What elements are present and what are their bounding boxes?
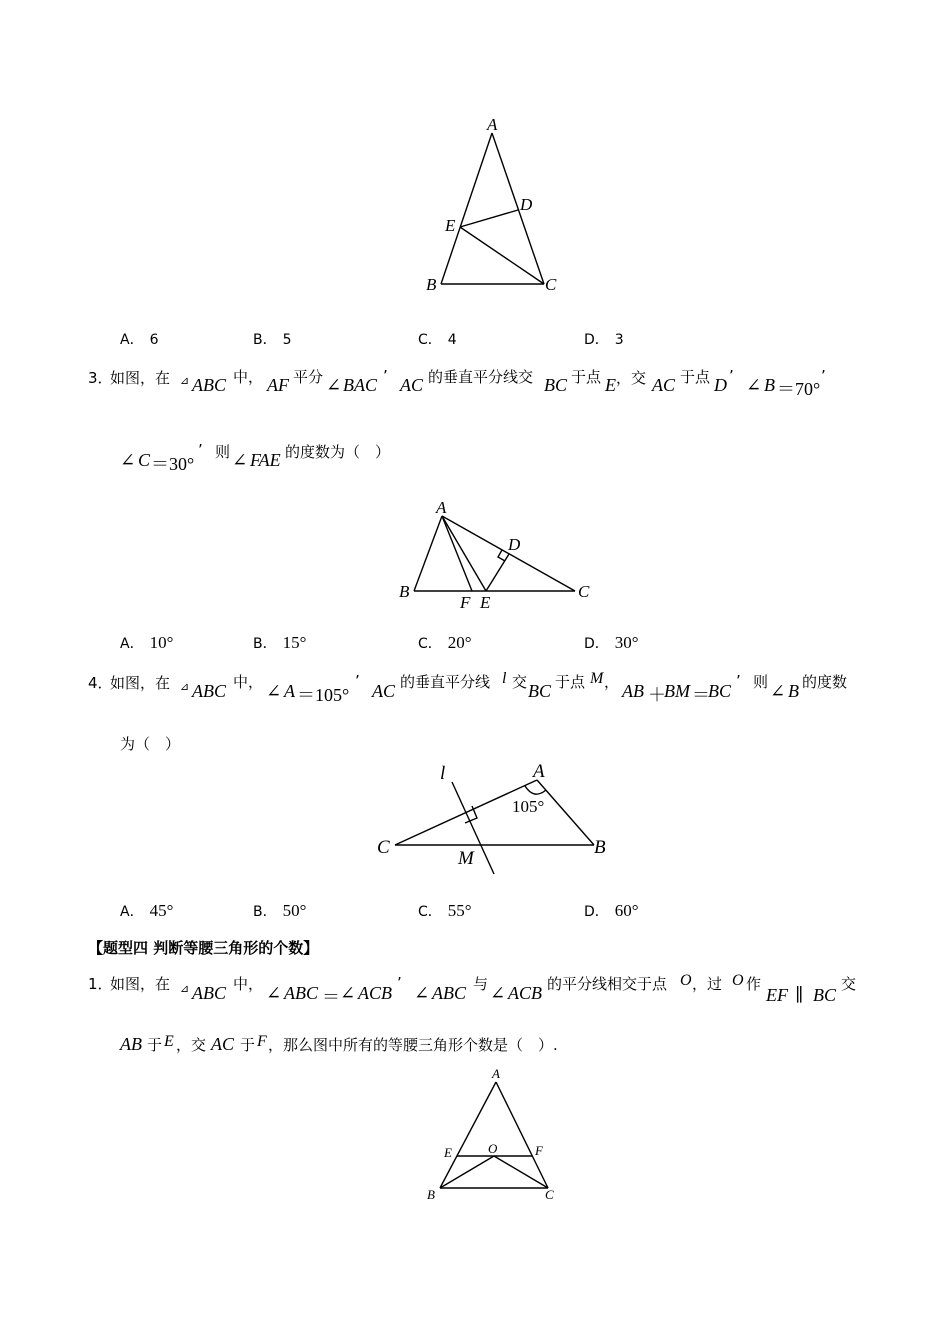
s4q1-text: 如图，在 bbox=[110, 975, 171, 993]
s4q1-math: ＝ bbox=[322, 987, 340, 1007]
q3-math: AC bbox=[652, 375, 676, 395]
fig4-lines bbox=[440, 1082, 548, 1188]
q3-text: 的度数为（ ） bbox=[285, 443, 391, 461]
q4-math: BC bbox=[528, 681, 552, 701]
q4-text: 为（ ） bbox=[120, 735, 181, 753]
q4-math: AB bbox=[622, 681, 644, 701]
q3-math: BC bbox=[544, 375, 568, 395]
fig4-label-a: A bbox=[492, 1066, 500, 1081]
s4q1-math: ACB bbox=[508, 983, 542, 1003]
s4q1-triangle-symbol: ⊿ bbox=[180, 982, 190, 995]
q3-math: FAE bbox=[250, 450, 281, 470]
q2-option-c[interactable]: C． 4 bbox=[418, 332, 457, 348]
q3-text: 如图，在 bbox=[110, 369, 171, 387]
fig2-label-e: E bbox=[480, 593, 491, 612]
q4-text: 交 bbox=[512, 673, 528, 691]
s4q1-math: ABC bbox=[192, 983, 226, 1003]
fig4-label-b: B bbox=[427, 1187, 435, 1202]
s4q1-text: ，过 bbox=[692, 975, 723, 993]
q3-option-a[interactable]: A． 10° bbox=[120, 633, 174, 652]
fig4-label-o: O bbox=[488, 1141, 498, 1156]
q3-text: ’ bbox=[198, 441, 203, 459]
s4q1-text: 于 bbox=[240, 1036, 256, 1054]
q4-angle-symbol: ∠ bbox=[770, 681, 786, 701]
q3-math: C bbox=[138, 450, 151, 470]
q4-math: AC bbox=[372, 681, 396, 701]
q4-triangle-symbol: ⊿ bbox=[180, 680, 190, 693]
s4q1-text: 作 bbox=[746, 975, 762, 993]
q4-text: 如图，在 bbox=[110, 674, 171, 692]
s4q1-angle-symbol: ∠ bbox=[414, 983, 430, 1003]
q3-text: 于点 bbox=[571, 368, 602, 386]
q3-text: 中， bbox=[233, 368, 264, 386]
q4-text: ’ bbox=[355, 672, 360, 690]
q4-angle-symbol: ∠ bbox=[266, 681, 282, 701]
q4-option-b[interactable]: B． 50° bbox=[253, 901, 307, 920]
q3-text: ’ bbox=[729, 367, 734, 385]
s4q1-text: ’ bbox=[397, 974, 402, 992]
q3-angle-symbol: ∠ bbox=[326, 375, 342, 395]
fig3-label-m: M bbox=[458, 848, 474, 869]
q4-math: ＝ bbox=[692, 685, 710, 705]
fig3-label-a: A bbox=[533, 761, 545, 782]
q4-text: 的垂直平分线 bbox=[400, 673, 491, 691]
s4q1-text: 的平分线相交于点 bbox=[547, 975, 668, 993]
q3-option-d[interactable]: D． 30° bbox=[584, 633, 639, 652]
q3-math: AF bbox=[267, 375, 289, 395]
q3-angle-symbol: ∠ bbox=[746, 375, 762, 395]
fig2-label-c: C bbox=[578, 582, 590, 601]
s4q1-angle-symbol: ∠ bbox=[340, 983, 356, 1003]
fig1-label-a: A bbox=[487, 115, 498, 134]
q4-math: B bbox=[788, 681, 799, 701]
s4q1-math: F bbox=[257, 1033, 267, 1050]
s4q1-text: 中， bbox=[233, 975, 264, 993]
q4-option-d[interactable]: D． 60° bbox=[584, 901, 639, 920]
fig4-label-c: C bbox=[545, 1187, 554, 1202]
q3-option-b[interactable]: B． 15° bbox=[253, 633, 307, 652]
s4q1-text: 于 bbox=[147, 1036, 163, 1054]
q4-option-c[interactable]: C． 55° bbox=[418, 901, 472, 920]
s4q1-text: ，那么图中所有的等腰三角形个数是（ ）. bbox=[268, 1036, 558, 1054]
q3-text: 则 bbox=[215, 443, 231, 461]
s4q1-math: EF bbox=[766, 985, 788, 1005]
s4q1-number: 1． bbox=[88, 975, 113, 993]
s4q1-text: 与 bbox=[473, 975, 489, 993]
fig4-label-f: F bbox=[535, 1143, 543, 1158]
fig1-label-b: B bbox=[426, 275, 437, 294]
s4q1-text: 交 bbox=[841, 975, 857, 993]
q2-option-d[interactable]: D． 3 bbox=[584, 332, 624, 348]
fig3-label-l: l bbox=[440, 763, 446, 784]
fig3-label-b: B bbox=[594, 837, 606, 858]
q4-text: 则 bbox=[753, 673, 769, 691]
s4q1-parallel-symbol: ∥ bbox=[795, 985, 804, 1005]
q3-math: D bbox=[714, 375, 727, 395]
q3-math: ＝30° bbox=[151, 454, 195, 474]
s4q1-math: AC bbox=[211, 1034, 235, 1054]
fig2-label-b: B bbox=[399, 582, 410, 601]
q4-text: 的度数 bbox=[802, 673, 848, 691]
s4q1-math: O bbox=[680, 972, 692, 989]
q4-math: ＝105° bbox=[297, 685, 350, 705]
q3-text: 于点 bbox=[680, 368, 711, 386]
q4-math: BM bbox=[664, 681, 690, 701]
q3-math: ＝70° bbox=[777, 379, 821, 399]
fig3-label-c: C bbox=[377, 837, 390, 858]
s4q1-math: ACB bbox=[358, 983, 392, 1003]
fig1-label-c: C bbox=[545, 275, 557, 294]
q2-option-a[interactable]: A． 6 bbox=[120, 332, 159, 348]
s4q1-math: ABC bbox=[284, 983, 318, 1003]
q4-text: ， bbox=[604, 673, 620, 691]
q3-text: 平分 bbox=[293, 368, 324, 386]
q4-math: ＋ bbox=[648, 685, 666, 705]
s4q1-math: ABC bbox=[432, 983, 466, 1003]
q4-text: ’ bbox=[736, 672, 741, 690]
q3-text: ’ bbox=[821, 367, 826, 385]
s4q1-math: BC bbox=[813, 985, 837, 1005]
q3-triangle-symbol: ⊿ bbox=[180, 374, 190, 387]
s4q1-angle-symbol: ∠ bbox=[490, 983, 506, 1003]
q3-text: ，交 bbox=[616, 369, 647, 387]
q4-math: A bbox=[284, 681, 295, 701]
q3-text: 的垂直平分线交 bbox=[428, 368, 534, 386]
fig2-label-f: F bbox=[460, 593, 471, 612]
q3-number: 3． bbox=[88, 369, 113, 387]
q3-math: AC bbox=[400, 375, 424, 395]
q4-math: M bbox=[590, 670, 604, 687]
q3-text: ’ bbox=[383, 367, 388, 385]
q3-math: B bbox=[764, 375, 775, 395]
fig3-angle-105: 105° bbox=[512, 797, 545, 816]
q4-math: ABC bbox=[192, 681, 226, 701]
q3-option-c[interactable]: C． 20° bbox=[418, 633, 472, 652]
fig1-label-d: D bbox=[520, 195, 533, 214]
s4q1-math: AB bbox=[120, 1034, 142, 1054]
fig2-label-d: D bbox=[508, 535, 521, 554]
section-4-title: 【题型四 判断等腰三角形的个数】 bbox=[88, 939, 319, 957]
q3-math: BAC bbox=[343, 375, 377, 395]
q3-angle-symbol: ∠ bbox=[120, 450, 136, 470]
s4q1-math: O bbox=[732, 972, 744, 989]
fig1-label-e: E bbox=[445, 216, 456, 235]
q4-option-a[interactable]: A． 45° bbox=[120, 901, 174, 920]
q2-option-b[interactable]: B． 5 bbox=[253, 332, 292, 348]
q4-math: BC bbox=[708, 681, 732, 701]
s4q1-math: E bbox=[164, 1033, 174, 1050]
fig2-label-a: A bbox=[436, 498, 447, 517]
s4q1-angle-symbol: ∠ bbox=[266, 983, 282, 1003]
q4-math: l bbox=[502, 670, 507, 687]
q3-math: E bbox=[605, 375, 616, 395]
q4-number: 4． bbox=[88, 674, 113, 692]
s4q1-text: ，交 bbox=[176, 1036, 207, 1054]
q3-math: ABC bbox=[192, 375, 226, 395]
q3-angle-symbol: ∠ bbox=[232, 450, 248, 470]
q4-text: 中， bbox=[233, 673, 264, 691]
q4-text: 于点 bbox=[555, 673, 586, 691]
fig4-label-e: E bbox=[444, 1145, 452, 1160]
